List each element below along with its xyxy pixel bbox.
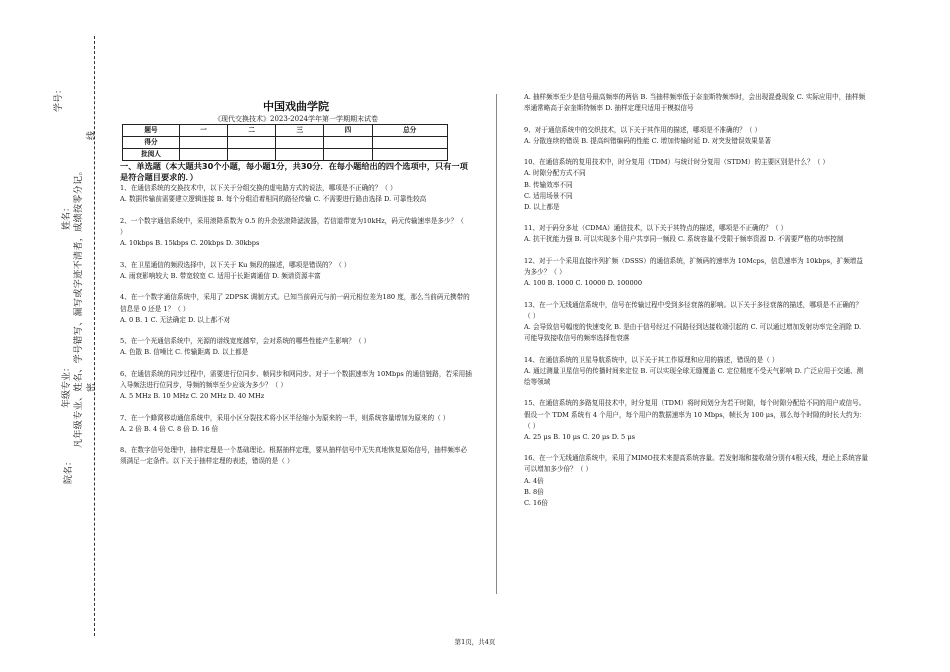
score-table-row xyxy=(123,149,448,161)
question-list-left xyxy=(120,183,472,467)
seal-line-mark: 线 xyxy=(87,130,97,140)
table-cell xyxy=(228,149,276,161)
table-cell xyxy=(180,149,228,161)
question-item xyxy=(120,260,472,282)
page-footer: 第1页，共4页 xyxy=(454,638,496,646)
question-item xyxy=(120,445,472,467)
section-title: 一、单选题（本大题共30个小题，每小题1分，共30分．在每小题给出的四个选项中，只有一项是符合题目要求的．） xyxy=(120,161,468,183)
question-options: A. 2 倍 B. 4 倍 C. 8 倍 D. 16 倍 xyxy=(120,424,219,433)
question-stem: 8、在数字信号处理中，抽样定理是一个基础理论。根据抽样定理，要从抽样信号中无失真地恢复原始信号，抽样频率必须满足一定条件。以下关于抽样定理的表述，错误的是（ ） xyxy=(120,446,468,466)
school-name: 中国戏曲学院 xyxy=(263,100,329,113)
question-stem: 6、在通信系统的同步过程中，需要进行位同步、帧同步和网同步。对于一个数据速率为 10Mbps 的通信链路，若采用插入导频法进行位同步，导频的频率至少应该为多少？（ ） xyxy=(120,369,472,389)
question-options: A. 25 μs B. 10 μs C. 20 μs D. 5 μs xyxy=(524,432,635,441)
table-cell: 题号 xyxy=(123,125,180,137)
question-stem: 1、在通信系统的交换技术中，以下关于分组交换的虚电路方式的说法，哪项是不正确的？（ ） xyxy=(120,184,397,193)
table-cell xyxy=(324,137,372,149)
binding-dash-line xyxy=(94,36,95,636)
question-stem: 16、在一个无线通信系统中，采用了MIMO技术来提高系统容量。若发射端和接收端分别有4根天线，理论上系统容量可以增加多少倍？（ ） xyxy=(524,454,869,474)
binding-notice: 凡年级专业、姓名、学号错写、漏写或字迹不清者，成绩按零分记。 xyxy=(74,165,84,448)
left-column xyxy=(120,100,472,478)
table-cell xyxy=(276,137,324,149)
question-options: A. 100 B. 1000 C. 10000 D. 100000 xyxy=(524,279,643,288)
question-options: A. 分散连续的错误 B. 提高纠错编码的性能 C. 增加传输时延 D. 对突发错误效果显著 xyxy=(524,136,771,145)
table-cell xyxy=(324,149,372,161)
question-stem: 15、在通信系统的多路复用技术中，时分复用（TDM）将时间划分为若干时隙，每个时隙分配给不同的用户或信号。假设一个 TDM 系统有 4 个用户，每个用户的数据速率为 10 Mbps，帧长为 100 μs，那么每个时隙的时长大约为：（ ） xyxy=(524,399,866,430)
table-cell: 得分 xyxy=(123,137,180,149)
table-cell: 批阅人 xyxy=(123,149,180,161)
question-options: A. 通过测量卫星信号的传播时间来定位 B. 可以实现全球无缝覆盖 C. 定位精度不受天气影响 D. 广泛应用于交通、测绘等领域 xyxy=(524,366,864,386)
question-stem: 12、对于一个采用直接序列扩频（DSSS）的通信系统，扩频码的速率为 10Mcps，信息速率为 10kbps，扩频增益为多少？（ ） xyxy=(524,257,863,277)
question-options: A. 会导致信号幅度的快速变化 B. 是由于信号经过不同路径到达接收端引起的 C. 可以通过增加发射功率完全消除 D. 可能导致接收信号的频率选择性衰落 xyxy=(524,323,862,343)
table-cell: 四 xyxy=(324,125,372,137)
score-table-row xyxy=(123,137,448,149)
question-stem: 5、在一个光通信系统中，光源的谱线宽度越窄，会对系统的哪些性能产生影响？（ ） xyxy=(120,337,371,346)
table-cell xyxy=(372,137,448,149)
question-item xyxy=(524,355,868,388)
question-stem: 9、对于通信系统中的交织技术，以下关于其作用的描述，哪项是不准确的？（ ） xyxy=(524,125,762,134)
question-item xyxy=(524,256,868,289)
question-item xyxy=(524,125,868,147)
question-item xyxy=(120,369,472,402)
question-item xyxy=(524,157,868,212)
question-item xyxy=(120,183,472,205)
table-cell xyxy=(228,137,276,149)
question-options: A. 抗干扰能力强 B. 可以实现多个用户共享同一频段 C. 系统容量不受限于频率资源 D. 不需要严格的功率控制 xyxy=(524,235,844,244)
table-cell xyxy=(372,149,448,161)
school-label: 院名： xyxy=(64,456,74,484)
question-item xyxy=(120,216,472,249)
major-label: 年级专业： xyxy=(62,362,72,408)
question-stem: 13、在一个无线通信系统中，信号在传输过程中受到多径衰落的影响。以下关于多径衰落的描述，哪项是不正确的？（ ） xyxy=(524,300,863,320)
question-stem: 7、在一个蜂窝移动通信系统中，采用小区分裂技术将小区半径缩小为原来的一半，则系统容量增加为原来的（ ） xyxy=(120,413,450,422)
question-options: A. 0 B. 1 C. 无法确定 D. 以上都不对 xyxy=(120,315,231,324)
question-stem: 14、在通信系统的卫星导航系统中，以下关于其工作原理和应用的描述，错误的是（ ） xyxy=(524,355,779,364)
question-options: A. 5 MHz B. 10 MHz C. 20 MHz D. 40 MHz xyxy=(120,392,265,401)
binding-margin xyxy=(0,0,112,672)
question-options: A. 抽样频率至少是信号最高频率的两倍 B. 当抽样频率低于奈奎斯特频率时，会出现混叠现象 C. 实际应用中，抽样频率通常略高于奈奎斯特频率 D. 抽样定理只适用于模拟信号 xyxy=(524,93,866,113)
name-label: 姓名： xyxy=(62,202,72,230)
question-options: A. 色散 B. 信噪比 C. 传输距离 D. 以上都是 xyxy=(120,348,249,357)
question-item xyxy=(524,398,868,442)
question-stem: 2、一个数字通信系统中，采用滚降系数为 0.5 的升余弦滚降滤波器，若信道带宽为10kHz，码元传输速率是多少？（ ） xyxy=(120,216,464,237)
question-item xyxy=(120,336,472,358)
question-options: A. 雨衰影响较大 B. 带宽较宽 C. 适用于长距离通信 D. 频谱资源丰富 xyxy=(120,271,321,280)
score-table-header-row xyxy=(123,125,448,137)
right-column xyxy=(524,92,868,519)
table-cell: 总分 xyxy=(372,125,448,137)
question-option: C. 16倍 xyxy=(524,498,548,507)
column-divider xyxy=(496,94,497,594)
question-stem: 11、对于码分多址（CDMA）通信技术，以下关于其特点的描述，哪项是不正确的？（ ） xyxy=(524,224,788,233)
seal-mi-mark: 密 xyxy=(87,382,97,392)
exam-title: 《现代交换技术》2023-2024学年第一学期期末试卷 xyxy=(214,115,378,123)
question-item xyxy=(120,292,472,325)
question-item xyxy=(524,223,868,245)
question-option: B. 传输效率不同 xyxy=(524,180,573,189)
question-stem: 3、在卫星通信的频段选择中，以下关于 Ku 频段的描述，哪项是错误的？（ ） xyxy=(120,260,351,269)
question-options: A. 10kbps B. 15kbps C. 20kbps D. 30kbps xyxy=(120,239,260,248)
question-item xyxy=(120,413,472,435)
question-option: D. 以上都是 xyxy=(524,202,560,211)
table-cell xyxy=(180,137,228,149)
question-option: C. 适用场景不同 xyxy=(524,191,573,200)
table-cell xyxy=(276,149,324,161)
question-option: A. 时隙分配方式不同 xyxy=(524,169,586,178)
question-option: A. 4倍 xyxy=(524,476,544,485)
table-cell: 一 xyxy=(180,125,228,137)
question-item xyxy=(524,453,868,508)
question-item xyxy=(524,300,868,344)
question-option: B. 8倍 xyxy=(524,487,544,496)
table-cell: 二 xyxy=(228,125,276,137)
table-cell: 三 xyxy=(276,125,324,137)
score-table xyxy=(122,124,448,161)
question-stem: 4、在一个数字通信系统中，采用了 2DPSK 调制方式。已知当前码元与前一码元相位差为180 度，那么当前码元携带的信息是 0 还是 1？（ ） xyxy=(120,293,470,313)
student-id-label: 学号： xyxy=(54,84,64,112)
question-stem: 10、在通信系统的复用技术中，时分复用（TDM）与统计时分复用（STDM）的主要区别是什么？（ ） xyxy=(524,158,830,167)
question-options: A. 数据传输前需要建立逻辑连接 B. 每个分组沿着相同的路径传输 C. 不需要进行路由选择 D. 可靠性较高 xyxy=(120,195,427,204)
